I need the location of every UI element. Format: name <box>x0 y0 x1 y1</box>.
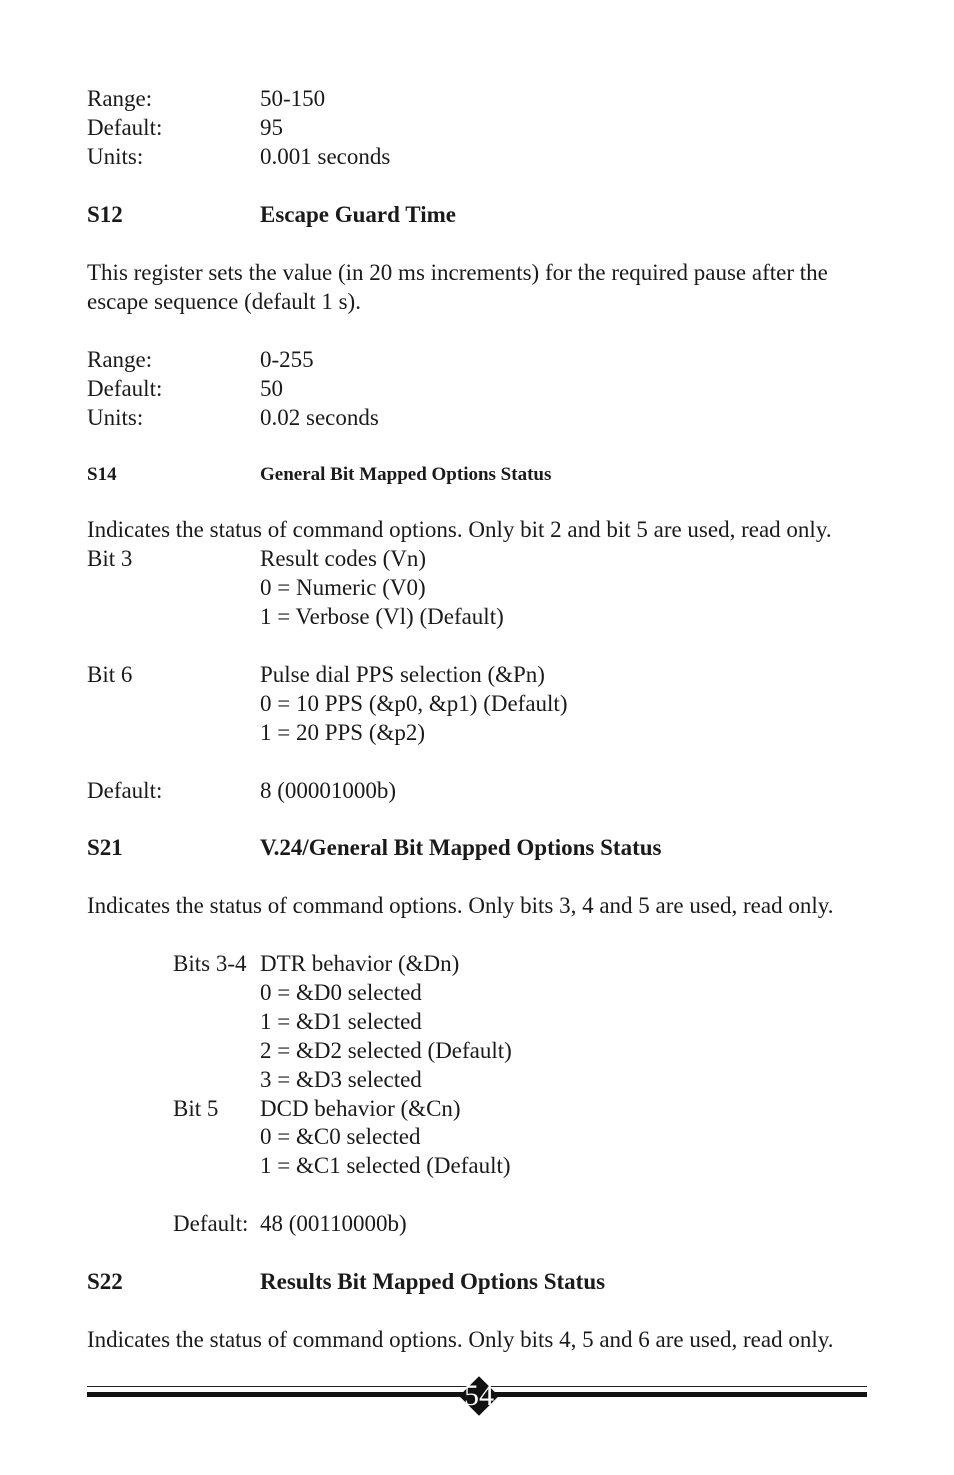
bit-title: DCD behavior (&Cn) <box>260 1096 461 1121</box>
range-value: 0-255 <box>260 347 314 372</box>
bit-option: 1 = 20 PPS (&p2) <box>260 720 426 745</box>
bit-option: 0 = Numeric (V0) <box>260 575 426 600</box>
s22-description: Indicates the status of command options. Only bits 4, 5 and 6 are used, read only. <box>87 1327 834 1352</box>
register-id: S12 <box>87 202 123 227</box>
s12-description: This register sets the value (in 20 ms increments) for the required pause after the escape sequence (default 1 s). <box>87 260 828 314</box>
register-id: S14 <box>87 464 117 485</box>
bit-title: DTR behavior (&Dn) <box>260 951 460 976</box>
register-title: General Bit Mapped Options Status <box>260 464 552 485</box>
page-number-badge <box>459 1376 499 1416</box>
range-label: Range: <box>87 347 153 372</box>
register-title: Escape Guard Time <box>260 202 456 227</box>
bit-label: Bit 6 <box>87 662 133 687</box>
default-label: Default: <box>173 1211 249 1236</box>
bit-label: Bits 3-4 <box>173 951 247 976</box>
s21-description: Indicates the status of command options. Only bits 3, 4 and 5 are used, read only. <box>87 893 834 918</box>
units-label: Units: <box>87 405 144 430</box>
bit-option: 1 = Verbose (Vl) (Default) <box>260 604 504 629</box>
s14-description: Indicates the status of command options. Only bit 2 and bit 5 are used, read only. <box>87 517 832 542</box>
units-value: 0.02 seconds <box>260 405 379 430</box>
units-value: 0.001 seconds <box>260 144 391 169</box>
bit-option: 0 = &D0 selected <box>260 980 422 1005</box>
register-id: S22 <box>87 1269 123 1294</box>
page-footer <box>87 1378 867 1418</box>
default-value: 8 (00001000b) <box>260 778 397 803</box>
units-label: Units: <box>87 144 144 169</box>
bit-label: Bit 3 <box>87 546 133 571</box>
default-label: Default: <box>87 778 163 803</box>
page-number: 54 <box>464 1379 494 1412</box>
default-value: 50 <box>260 376 283 401</box>
bit-option: 1 = &D1 selected <box>260 1009 422 1034</box>
default-label: Default: <box>87 376 163 401</box>
range-value: 50-150 <box>260 86 326 111</box>
bit-option: 3 = &D3 selected <box>260 1067 422 1092</box>
bit-label: Bit 5 <box>173 1096 219 1121</box>
default-value: 48 (00110000b) <box>260 1211 407 1236</box>
bit-title: Pulse dial PPS selection (&Pn) <box>260 662 545 687</box>
default-value: 95 <box>260 115 283 140</box>
range-label: Range: <box>87 86 153 111</box>
register-title: Results Bit Mapped Options Status <box>260 1269 606 1294</box>
register-title: V.24/General Bit Mapped Options Status <box>260 835 662 860</box>
bit-title: Result codes (Vn) <box>260 546 427 571</box>
bit-option: 1 = &C1 selected (Default) <box>260 1153 511 1178</box>
bit-option: 0 = 10 PPS (&p0, &p1) (Default) <box>260 691 568 716</box>
register-id: S21 <box>87 835 123 860</box>
bit-option: 2 = &D2 selected (Default) <box>260 1038 512 1063</box>
default-label: Default: <box>87 115 163 140</box>
bit-option: 0 = &C0 selected <box>260 1124 421 1149</box>
